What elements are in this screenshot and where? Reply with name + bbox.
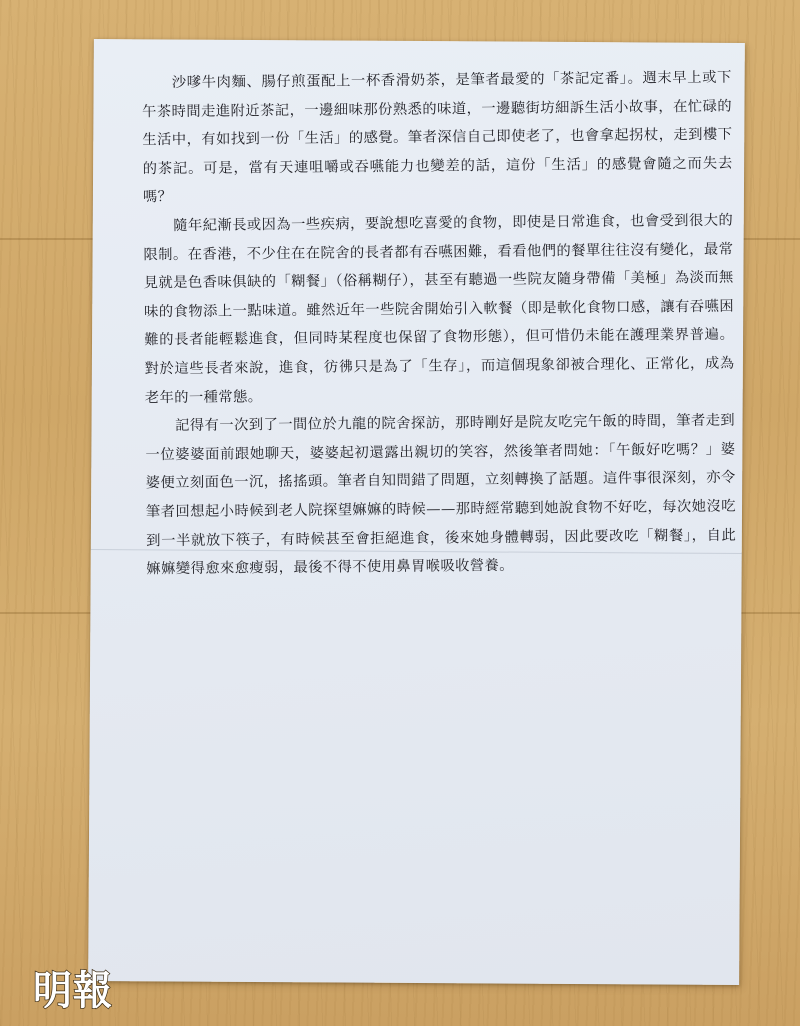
handwritten-letter-page (88, 39, 745, 985)
letter-paragraph-1: 沙嗲牛肉麵、腸仔煎蛋配上一杯香滑奶茶，是筆者最愛的「茶記定番」。週末早上或下午茶時間走進附近茶記，一邊細味那份熟悉的味道，一邊聽街坊細訴生活小故事，在忙碌的生活中，有如找到一份「生活」的感覺。筆者深信自己即使老了，也會拿起拐杖，走到樓下的茶記。可是，當有天連咀嚼或吞嚥能力也變差的話，這份「生活」的感覺會隨之而失去嗎？ (142, 69, 733, 206)
letter-body (142, 64, 737, 584)
watermark-text: 明報 (33, 967, 113, 1014)
letter-paragraph-2: 隨年紀漸長或因為一些疾病，要說想吃喜愛的食物，即使是日常進食，也會受到很大的限制。在香港，不少住在在院舍的長者都有吞嚥困難，看看他們的餐單往往沒有變化，最常見就是色香味俱缺的「糊餐」（俗稱糊仔），甚至有聽過一些院友隨身帶備「美極」為淡而無味的食物添上一點味道。雖然近年一些院舍開始引入軟餐（即是軟化食物口感，讓有吞嚥困難的長者能輕鬆進食，但同時某程度也保留了食物形態），但可惜仍未能在護理業界普遍。對於這些長者來說，進食，彷彿只是為了「生存」，而這個現象卻被合理化、正常化，成為老年的一種常態。 (143, 212, 735, 406)
ming-pao-watermark-logo (31, 960, 115, 1014)
letter-paragraph-3: 記得有一次到了一間位於九龍的院舍探訪，那時剛好是院友吃完午飯的時間，筆者走到一位婆婆面前跟她聊天，婆婆起初還露出親切的笑容，然後筆者問她：「午飯好吃嗎？」婆婆便立刻面色一沉，搖搖頭。筆者自知問錯了問題，立刻轉換了話題。這件事很深刻，亦令筆者回想起小時候到老人院探望嫲嫲的時候——那時經常聽到她說食物不好吃，每次她沒吃到一半就放下筷子，有時候甚至會拒絕進食，後來她身體轉弱，因此要改吃「糊餐」，自此嫲嫲變得愈來愈瘦弱，最後不得不使用鼻胃喉吸收營養。 (145, 412, 737, 578)
